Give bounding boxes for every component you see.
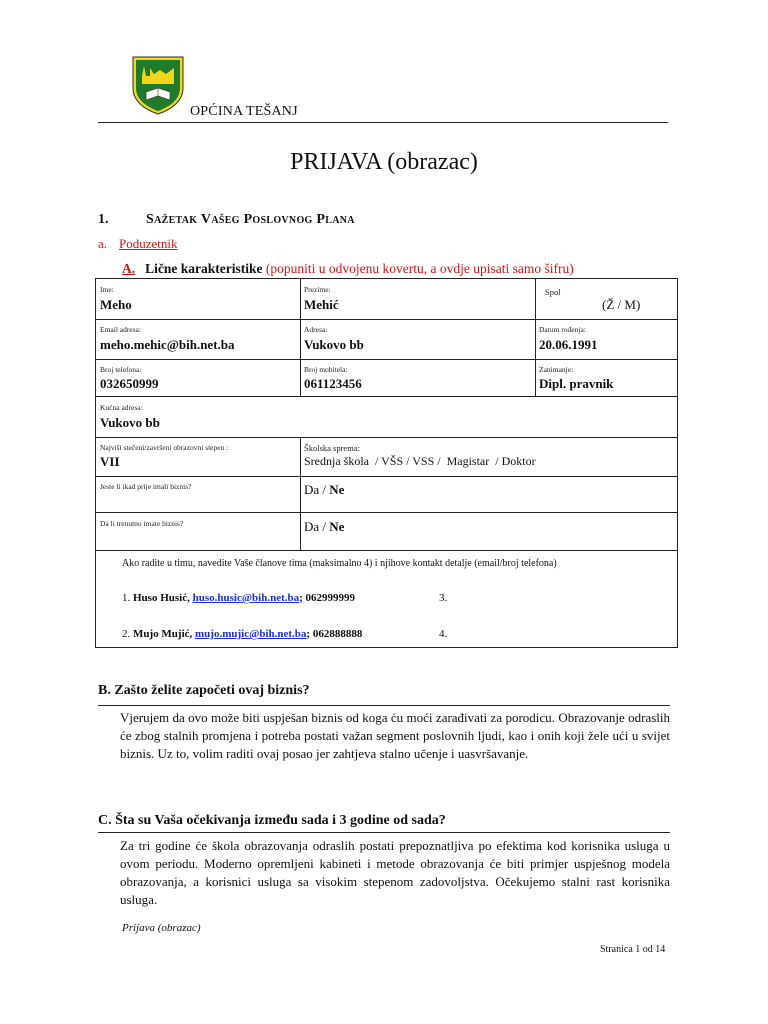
team-member-number: 2. bbox=[122, 628, 131, 640]
biznis-prije-options[interactable] bbox=[304, 482, 344, 498]
biznis-sada-options[interactable] bbox=[304, 519, 344, 535]
team-member-phone: ; 062999999 bbox=[299, 592, 356, 604]
row-divider bbox=[96, 512, 677, 513]
subsection-a-letter: a. bbox=[98, 236, 108, 251]
team-member-number: 1. bbox=[122, 592, 131, 604]
subsection-A bbox=[122, 261, 574, 277]
ime-field[interactable]: Meho bbox=[100, 297, 132, 312]
team-member-email-link[interactable]: huso.husic@bih.net.ba bbox=[192, 592, 300, 604]
prezime-label: Prezime: bbox=[304, 285, 331, 294]
skolska-sprema-options[interactable]: Srednja škola / VŠS / VSS / Magistar / Doktor bbox=[304, 454, 536, 468]
footer-document-name: Prijava (obrazac) bbox=[122, 922, 201, 934]
zanimanje-field[interactable]: Dipl. pravnik bbox=[539, 376, 614, 391]
header-divider bbox=[98, 122, 668, 123]
municipality-name: OPĆINA TEŠANJ bbox=[190, 104, 298, 119]
section-b-heading: B. Zašto želite započeti ovaj biznis? bbox=[98, 683, 310, 698]
team-member-phone: ; 062888888 bbox=[306, 628, 363, 640]
team-member-4-number: 4. bbox=[439, 628, 448, 640]
section-b-divider bbox=[98, 705, 670, 706]
mobitel-field[interactable]: 061123456 bbox=[304, 376, 362, 391]
section-1-title: Sažetak Vašeg Poslovnog Plana bbox=[146, 212, 355, 227]
biznis-sada-ne[interactable]: Ne bbox=[329, 519, 345, 534]
adresa-field[interactable]: Vukovo bb bbox=[304, 337, 364, 352]
biznis-prije-ne[interactable]: Ne bbox=[329, 482, 345, 497]
spol-label: Spol bbox=[545, 287, 561, 297]
document-title: PRIJAVA (obrazac) bbox=[290, 149, 478, 175]
section-b-text: Vjerujem da ovo može biti uspješan biznis od koga ću moći zarađivati za porodicu. Obrazovanje odraslih će zbog stalnih promjena i potreba postati važan segment poslovnih ljudi, kao i onih koji žele ući u svijet biznis. Uz to, volim raditi ovaj posao jer zahtjeva stalno učenje i uasvršavanje. bbox=[120, 710, 670, 761]
kucna-adresa-label: Kućna adresa: bbox=[100, 403, 143, 412]
team-member-name: Mujo Mujić, bbox=[133, 628, 193, 640]
adresa-label: Adresa: bbox=[304, 325, 328, 334]
telefon-label: Broj telefona: bbox=[100, 365, 142, 374]
personal-info-form bbox=[95, 278, 678, 648]
subsection-A-note: (popuniti u odvojenu kovertu, a ovdje upisati samo šifru) bbox=[265, 261, 574, 276]
column-divider bbox=[535, 279, 536, 396]
email-field[interactable]: meho.mehic@bih.net.ba bbox=[100, 337, 235, 352]
team-member-3-number: 3. bbox=[439, 592, 448, 604]
mobitel-label: Broj mobitela: bbox=[304, 365, 348, 374]
footer-page-number: Stranica 1 od 14 bbox=[600, 944, 666, 955]
obrazovni-stepen-field[interactable]: VII bbox=[100, 454, 120, 469]
team-member-2 bbox=[122, 628, 362, 640]
biznis-prije-label: Jeste li ikad prije imali biznis? bbox=[100, 482, 192, 491]
column-divider bbox=[300, 279, 301, 396]
datum-rodjenja-label: Datum rođenja: bbox=[539, 325, 586, 334]
municipality-crest-icon bbox=[130, 54, 186, 116]
subsection-A-letter: A. bbox=[122, 261, 136, 276]
row-divider bbox=[96, 476, 677, 477]
row-divider bbox=[96, 396, 677, 397]
datum-rodjenja-field[interactable]: 20.06.1991 bbox=[539, 337, 598, 352]
biznis-sada-label: Da li trenutno imate biznis? bbox=[100, 519, 184, 528]
section-c-heading: C. Šta su Vaša očekivanja između sada i 3 godine od sada? bbox=[98, 813, 446, 828]
ime-label: Ime: bbox=[100, 285, 114, 294]
skolska-sprema-label: Školska sprema: bbox=[304, 443, 360, 453]
team-member-1 bbox=[122, 592, 355, 604]
row-divider bbox=[96, 319, 677, 320]
row-divider bbox=[96, 359, 677, 360]
spol-field[interactable]: (Ž / M) bbox=[602, 297, 641, 312]
subsection-a-label: Poduzetnik bbox=[119, 236, 178, 251]
biznis-prije-da[interactable]: Da / bbox=[304, 482, 327, 497]
subsection-A-label: Lične karakteristike bbox=[145, 261, 263, 276]
zanimanje-label: Zanimanje: bbox=[539, 365, 574, 374]
team-intro-text: Ako radite u timu, navedite Vaše članove tima (maksimalno 4) i njihove kontakt detalje (email/broj telefona) bbox=[122, 558, 557, 569]
row-divider bbox=[96, 437, 677, 438]
telefon-field[interactable]: 032650999 bbox=[100, 376, 159, 391]
kucna-adresa-field[interactable]: Vukovo bb bbox=[100, 415, 160, 430]
prezime-field[interactable]: Mehić bbox=[304, 297, 339, 312]
section-c-divider bbox=[98, 832, 670, 833]
section-1-heading bbox=[98, 212, 355, 228]
team-member-name: Huso Husić, bbox=[133, 592, 190, 604]
section-1-number: 1. bbox=[98, 212, 109, 227]
row-divider bbox=[96, 550, 677, 551]
email-label: Email adresa: bbox=[100, 325, 142, 334]
subsection-a bbox=[98, 236, 178, 252]
section-c-text: Za tri godine će škola obrazovanja odraslih postati prepoznatljiva po efektima kod korisnika usluga u ovom periodu. Moderno opremljeni kabineti i metode obrazovanja će biti primjer uspješnog modela obrazovanja, a korisnici usluga sa visokim stepenom zadovoljstva. Očekujemo stalni rast korisnika usluga. bbox=[120, 838, 670, 907]
biznis-sada-da[interactable]: Da / bbox=[304, 519, 327, 534]
obrazovni-stepen-label: Najviši stečeni/završeni obrazovni stepen : bbox=[100, 443, 229, 452]
team-member-email-link[interactable]: mujo.mujic@bih.net.ba bbox=[195, 628, 307, 640]
column-divider bbox=[300, 437, 301, 550]
